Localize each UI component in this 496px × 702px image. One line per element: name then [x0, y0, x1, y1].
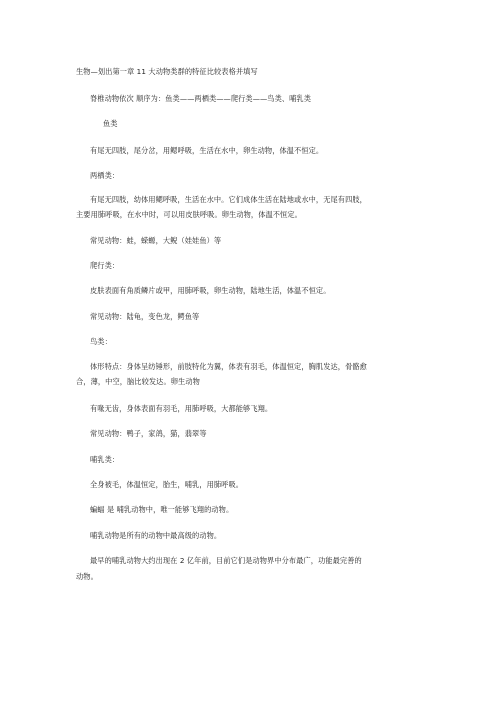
amphibians-features-line2: 主要用肺呼吸，在水中时，可以用皮肤呼吸。卵生动物，体温不恒定。 — [76, 210, 302, 219]
birds-features-line2: 合，薄，中空，脑比较发达。卵生动物 — [76, 377, 200, 386]
reptiles-features: 皮肤表面有角质鳞片或甲，用肺呼吸，卵生动物，陆地生活，体温不恒定。 — [90, 286, 331, 295]
reptiles-heading: 爬行类： — [90, 261, 120, 270]
mammals-features: 全身被毛，体温恒定，胎生，哺乳，用肺呼吸。 — [90, 480, 244, 489]
mammals-advanced-note: 哺乳动物是所有的动物中最高级的动物。 — [90, 531, 222, 540]
birds-features-line1: 体形特点：身体呈纺锤形，前肢特化为翼，体表有羽毛，体温恒定，胸肌发达，骨骼愈 — [90, 362, 367, 371]
fish-heading: 鱼类 — [103, 119, 118, 128]
birds-examples: 常见动物：鸭子，家鸽，猫，翡翠等 — [90, 429, 207, 438]
reptiles-examples: 常见动物：陆龟，变色龙，鳄鱼等 — [90, 312, 200, 321]
amphibians-examples: 常见动物：蛙，蝾螈，大鲵（娃娃鱼）等 — [90, 236, 222, 245]
fish-features: 有尾无四肢，尾分岔，用鳃呼吸，生活在水中，卵生动物，体温不恒定。 — [90, 146, 324, 155]
amphibians-heading: 两栖类： — [90, 171, 120, 180]
birds-features2: 有喙无齿，身体表面有羽毛，用肺呼吸，大都能够飞翔。 — [90, 404, 273, 413]
document-title: 生物—划出第一章 11 大动物类群的特征比较表格并填写 — [76, 67, 258, 76]
intro-paragraph: 脊椎动物依次 顺序为：鱼类——两栖类——爬行类——鸟类、哺乳类 — [90, 94, 312, 103]
amphibians-features-line1: 有尾无四肢，幼体用鳃呼吸，生活在水中。它们成体生活在陆地或水中，无尾有四肢， — [90, 195, 367, 204]
mammals-bat-note: 蝙蝠 是 哺乳动物中，唯一能够飞翔的动物。 — [90, 505, 234, 514]
mammals-history-line1: 最早的哺乳动物大约出现在 2 亿年前，目前它们是动物界中分布最广，功能最完善的 — [90, 556, 362, 565]
mammals-heading: 哺乳类： — [90, 455, 120, 464]
mammals-history-line2: 动物。 — [76, 572, 98, 581]
birds-heading: 鸟类： — [90, 337, 112, 346]
